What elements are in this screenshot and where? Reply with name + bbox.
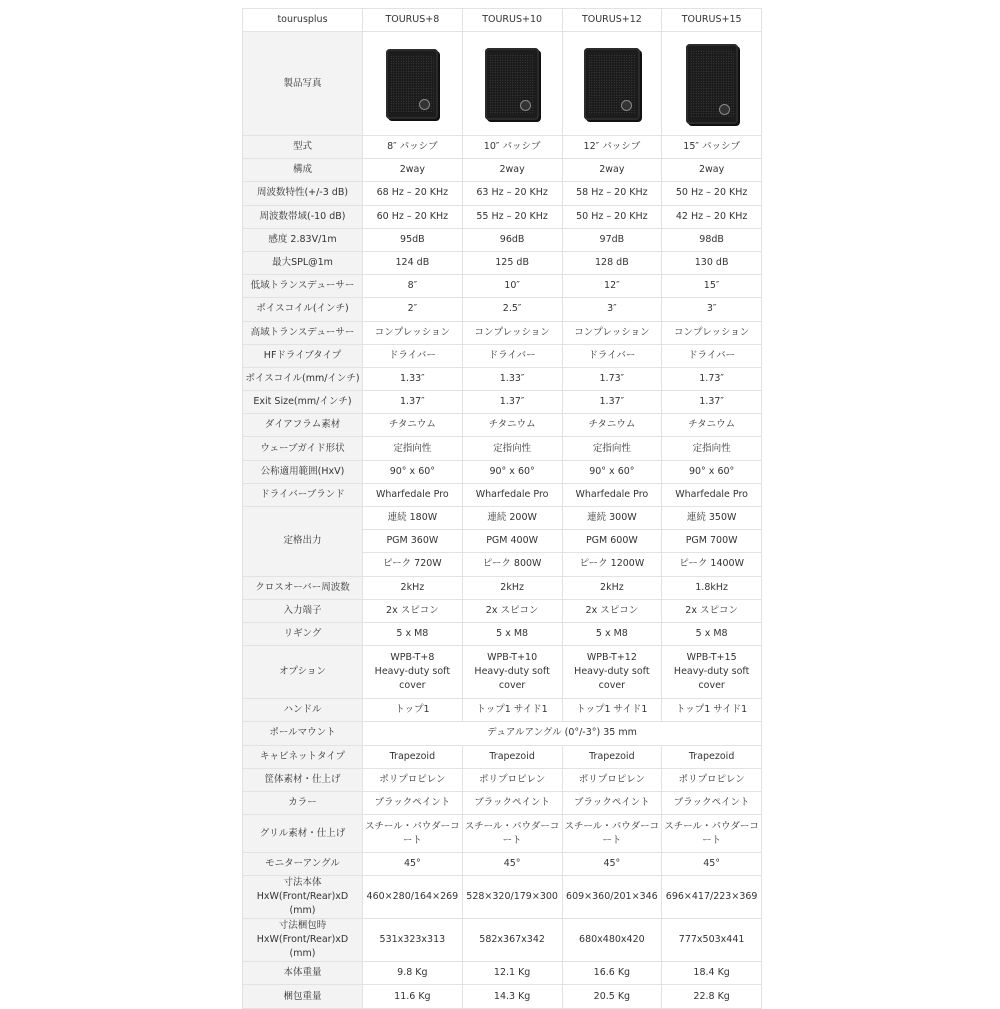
spec-value: 90° x 60° xyxy=(363,460,463,483)
spec-value: 1.37″ xyxy=(662,391,762,414)
logo-badge-icon xyxy=(520,100,531,111)
power-value: PGM 400W xyxy=(462,530,562,553)
spec-label: ドライバーブランド xyxy=(243,483,363,506)
spec-value: スチール・パウダーコ ート xyxy=(462,815,562,853)
spec-value: トップ1 サイド1 xyxy=(662,699,762,722)
spec-value: 1.33″ xyxy=(462,367,562,390)
spec-label: 筐体素材・仕上げ xyxy=(243,768,363,791)
spec-value: 2kHz xyxy=(363,576,463,599)
spec-value: 777x503x441 xyxy=(662,919,762,962)
spec-value: Trapezoid xyxy=(462,745,562,768)
spec-label: ポールマウント xyxy=(243,722,363,745)
spec-value: 1.37″ xyxy=(363,391,463,414)
spec-value: チタニウム xyxy=(562,414,662,437)
product-photo xyxy=(662,32,762,136)
power-value: ピーク 720W xyxy=(363,553,463,576)
spec-value: 12″ xyxy=(562,275,662,298)
speaker-image-wrap xyxy=(465,48,560,120)
power-value: PGM 360W xyxy=(363,530,463,553)
spec-value: スチール・パウダーコ ート xyxy=(662,815,762,853)
spec-label: 感度 2.83V/1m xyxy=(243,228,363,251)
logo-badge-icon xyxy=(419,99,430,110)
table-row xyxy=(243,344,762,367)
spec-value: 3″ xyxy=(662,298,762,321)
spec-value: 3″ xyxy=(562,298,662,321)
spec-value: 2way xyxy=(562,159,662,182)
spec-value: Trapezoid xyxy=(662,745,762,768)
spec-value: 680x480x420 xyxy=(562,919,662,962)
spec-value: 63 Hz – 20 KHz xyxy=(462,182,562,205)
spec-value: 15″ xyxy=(662,275,762,298)
spec-value: 2x スピコン xyxy=(462,599,562,622)
table-row xyxy=(243,391,762,414)
spec-value: 2way xyxy=(462,159,562,182)
spec-value: 55 Hz – 20 KHz xyxy=(462,205,562,228)
table-row xyxy=(243,275,762,298)
table-row xyxy=(243,876,762,919)
spec-label: クロスオーバー周波数 xyxy=(243,576,363,599)
spec-value: 1.73″ xyxy=(562,367,662,390)
table-row xyxy=(243,853,762,876)
power-value: 連続 180W xyxy=(363,507,463,530)
spec-value: 531x323x313 xyxy=(363,919,463,962)
speaker-image-wrap xyxy=(565,48,660,120)
spec-value: 45° xyxy=(662,853,762,876)
table-row xyxy=(243,985,762,1008)
spec-value: 8″ パッシブ xyxy=(363,136,463,159)
table-row xyxy=(243,205,762,228)
spec-value: 45° xyxy=(562,853,662,876)
spec-value: 90° x 60° xyxy=(662,460,762,483)
spec-label: 寸法梱包時 HxW(Front/Rear)xD (mm) xyxy=(243,919,363,962)
spec-label: 梱包重量 xyxy=(243,985,363,1008)
spec-value: 10″ xyxy=(462,275,562,298)
spec-value: ポリプロピレン xyxy=(562,768,662,791)
product-photo xyxy=(562,32,662,136)
power-value: 連続 350W xyxy=(662,507,762,530)
power-value: PGM 700W xyxy=(662,530,762,553)
spec-value: 1.37″ xyxy=(462,391,562,414)
spec-value: 1.37″ xyxy=(562,391,662,414)
spec-value: スチール・パウダーコ ート xyxy=(562,815,662,853)
spec-value: ブラックペイント xyxy=(662,791,762,814)
spec-label: リギング xyxy=(243,622,363,645)
spec-value: 50 Hz – 20 KHz xyxy=(662,182,762,205)
spec-value: 22.8 Kg xyxy=(662,985,762,1008)
spec-value: ドライバー xyxy=(562,344,662,367)
spec-label: 高域トランスデューサー xyxy=(243,321,363,344)
spec-value: トップ1 サイド1 xyxy=(462,699,562,722)
spec-value: 2″ xyxy=(363,298,463,321)
spec-value: 98dB xyxy=(662,228,762,251)
power-value: 連続 200W xyxy=(462,507,562,530)
spec-value: コンプレッション xyxy=(363,321,463,344)
spec-value: 95dB xyxy=(363,228,463,251)
model-header: TOURUS+15 xyxy=(662,9,762,32)
pole-value: デュアルアングル (0°/-3°) 35 mm xyxy=(363,722,762,745)
spec-value: チタニウム xyxy=(662,414,762,437)
table-row xyxy=(243,228,762,251)
spec-value: 20.5 Kg xyxy=(562,985,662,1008)
spec-value: 130 dB xyxy=(662,251,762,274)
spec-value: 8″ xyxy=(363,275,463,298)
spec-value: 2kHz xyxy=(462,576,562,599)
spec-label: ボイスコイル(mm/インチ) xyxy=(243,367,363,390)
spec-value: 16.6 Kg xyxy=(562,962,662,985)
spec-value: 124 dB xyxy=(363,251,463,274)
speaker-icon xyxy=(584,48,640,120)
spec-value: ポリプロピレン xyxy=(363,768,463,791)
model-header: TOURUS+10 xyxy=(462,9,562,32)
spec-label: 構成 xyxy=(243,159,363,182)
model-header: TOURUS+8 xyxy=(363,9,463,32)
spec-label: カラー xyxy=(243,791,363,814)
spec-table xyxy=(242,8,762,1009)
pole-row xyxy=(243,722,762,745)
spec-value: コンプレッション xyxy=(562,321,662,344)
power-value: ピーク 800W xyxy=(462,553,562,576)
table-row xyxy=(243,576,762,599)
table-row xyxy=(243,599,762,622)
table-row xyxy=(243,791,762,814)
table-row xyxy=(243,622,762,645)
table-row xyxy=(243,136,762,159)
spec-value: 2x スピコン xyxy=(363,599,463,622)
spec-value: ポリプロピレン xyxy=(462,768,562,791)
spec-value: 45° xyxy=(363,853,463,876)
spec-value: 42 Hz – 20 KHz xyxy=(662,205,762,228)
spec-label: ハンドル xyxy=(243,699,363,722)
spec-value: 11.6 Kg xyxy=(363,985,463,1008)
spec-label: 周波数帯域(-10 dB) xyxy=(243,205,363,228)
spec-value: 2way xyxy=(662,159,762,182)
spec-label: 周波数特性(+/-3 dB) xyxy=(243,182,363,205)
spec-label: ウェーブガイド形状 xyxy=(243,437,363,460)
spec-label: 本体重量 xyxy=(243,962,363,985)
spec-value: 定指向性 xyxy=(462,437,562,460)
spec-value: WPB-T+10 Heavy-duty soft cover xyxy=(462,646,562,699)
spec-value: 5 x M8 xyxy=(562,622,662,645)
spec-value: 2x スピコン xyxy=(562,599,662,622)
table-row xyxy=(243,298,762,321)
spec-value: WPB-T+15 Heavy-duty soft cover xyxy=(662,646,762,699)
spec-label: キャビネットタイプ xyxy=(243,745,363,768)
spec-value: Wharfedale Pro xyxy=(462,483,562,506)
spec-label: ダイアフラム素材 xyxy=(243,414,363,437)
spec-value: 9.8 Kg xyxy=(363,962,463,985)
table-row xyxy=(243,919,762,962)
spec-value: 1.73″ xyxy=(662,367,762,390)
spec-value: Wharfedale Pro xyxy=(562,483,662,506)
spec-value: 5 x M8 xyxy=(363,622,463,645)
spec-label: 入力端子 xyxy=(243,599,363,622)
spec-value: 12.1 Kg xyxy=(462,962,562,985)
spec-value: チタニウム xyxy=(462,414,562,437)
spec-value: ドライバー xyxy=(662,344,762,367)
spec-label: モニターアングル xyxy=(243,853,363,876)
spec-value: 582x367x342 xyxy=(462,919,562,962)
spec-value: 90° x 60° xyxy=(462,460,562,483)
spec-label: 最大SPL@1m xyxy=(243,251,363,274)
spec-value: 2way xyxy=(363,159,463,182)
spec-value: 696×417/223×369 xyxy=(662,876,762,919)
spec-label: Exit Size(mm/インチ) xyxy=(243,391,363,414)
table-row xyxy=(243,646,762,699)
table-row xyxy=(243,159,762,182)
spec-value: 1.8kHz xyxy=(662,576,762,599)
logo-badge-icon xyxy=(719,104,730,115)
spec-value: 68 Hz – 20 KHz xyxy=(363,182,463,205)
product-photo xyxy=(462,32,562,136)
table-row xyxy=(243,182,762,205)
table-row xyxy=(243,460,762,483)
spec-value: Wharfedale Pro xyxy=(363,483,463,506)
spec-value: コンプレッション xyxy=(462,321,562,344)
power-value: 連続 300W xyxy=(562,507,662,530)
spec-value: 96dB xyxy=(462,228,562,251)
table-row xyxy=(243,483,762,506)
spec-value: ブラックペイント xyxy=(363,791,463,814)
spec-value: トップ1 xyxy=(363,699,463,722)
spec-label: 寸法本体 HxW(Front/Rear)xD (mm) xyxy=(243,876,363,919)
spec-value: 1.33″ xyxy=(363,367,463,390)
spec-value: ブラックペイント xyxy=(462,791,562,814)
table-row xyxy=(243,699,762,722)
spec-value: 50 Hz – 20 KHz xyxy=(562,205,662,228)
spec-value: 58 Hz – 20 KHz xyxy=(562,182,662,205)
spec-value: 5 x M8 xyxy=(662,622,762,645)
spec-value: 定指向性 xyxy=(363,437,463,460)
spec-value: 460×280/164×269 xyxy=(363,876,463,919)
spec-value: 45° xyxy=(462,853,562,876)
spec-value: 18.4 Kg xyxy=(662,962,762,985)
speaker-image-wrap xyxy=(365,49,460,119)
table-row xyxy=(243,437,762,460)
logo-badge-icon xyxy=(621,100,632,111)
spec-label: グリル素材・仕上げ xyxy=(243,815,363,853)
spec-label: 型式 xyxy=(243,136,363,159)
spec-value: Wharfedale Pro xyxy=(662,483,762,506)
table-row xyxy=(243,815,762,853)
spec-value: ドライバー xyxy=(363,344,463,367)
spec-value: 2.5″ xyxy=(462,298,562,321)
spec-value: 609×360/201×346 xyxy=(562,876,662,919)
spec-value: ポリプロピレン xyxy=(662,768,762,791)
brand-cell: tourusplus xyxy=(243,9,363,32)
spec-label: HFドライブタイプ xyxy=(243,344,363,367)
speaker-icon xyxy=(485,48,539,120)
spec-value: Trapezoid xyxy=(562,745,662,768)
spec-value: 60 Hz – 20 KHz xyxy=(363,205,463,228)
spec-value: チタニウム xyxy=(363,414,463,437)
speaker-image-wrap xyxy=(664,44,759,124)
table-row xyxy=(243,414,762,437)
speaker-icon xyxy=(686,44,738,124)
spec-value: WPB-T+8 Heavy-duty soft cover xyxy=(363,646,463,699)
spec-label: ボイスコイル(インチ) xyxy=(243,298,363,321)
spec-value: 2kHz xyxy=(562,576,662,599)
model-header: TOURUS+12 xyxy=(562,9,662,32)
spec-value: 12″ パッシブ xyxy=(562,136,662,159)
speaker-icon xyxy=(386,49,438,119)
spec-value: 5 x M8 xyxy=(462,622,562,645)
photo-row xyxy=(243,32,762,136)
header-row xyxy=(243,9,762,32)
power-row xyxy=(243,507,762,530)
power-label: 定格出力 xyxy=(243,507,363,577)
power-value: ピーク 1200W xyxy=(562,553,662,576)
spec-value: トップ1 サイド1 xyxy=(562,699,662,722)
spec-value: 2x スピコン xyxy=(662,599,762,622)
spec-label: オプション xyxy=(243,646,363,699)
table-row xyxy=(243,768,762,791)
spec-value: スチール・パウダーコ ート xyxy=(363,815,463,853)
spec-value: 128 dB xyxy=(562,251,662,274)
product-photo xyxy=(363,32,463,136)
power-value: ピーク 1400W xyxy=(662,553,762,576)
spec-value: コンプレッション xyxy=(662,321,762,344)
photo-label: 製品写真 xyxy=(243,32,363,136)
table-row xyxy=(243,251,762,274)
spec-value: 125 dB xyxy=(462,251,562,274)
power-value: PGM 600W xyxy=(562,530,662,553)
spec-value: 528×320/179×300 xyxy=(462,876,562,919)
spec-value: 定指向性 xyxy=(562,437,662,460)
spec-label: 低域トランスデューサー xyxy=(243,275,363,298)
spec-value: 14.3 Kg xyxy=(462,985,562,1008)
spec-value: WPB-T+12 Heavy-duty soft cover xyxy=(562,646,662,699)
table-row xyxy=(243,367,762,390)
spec-value: Trapezoid xyxy=(363,745,463,768)
spec-value: 97dB xyxy=(562,228,662,251)
spec-value: ブラックペイント xyxy=(562,791,662,814)
table-row xyxy=(243,745,762,768)
spec-value: 15″ パッシブ xyxy=(662,136,762,159)
table-row xyxy=(243,962,762,985)
spec-value: 定指向性 xyxy=(662,437,762,460)
spec-label: 公称適用範囲(HxV) xyxy=(243,460,363,483)
spec-value: ドライバー xyxy=(462,344,562,367)
spec-value: 10″ パッシブ xyxy=(462,136,562,159)
spec-value: 90° x 60° xyxy=(562,460,662,483)
table-row xyxy=(243,321,762,344)
